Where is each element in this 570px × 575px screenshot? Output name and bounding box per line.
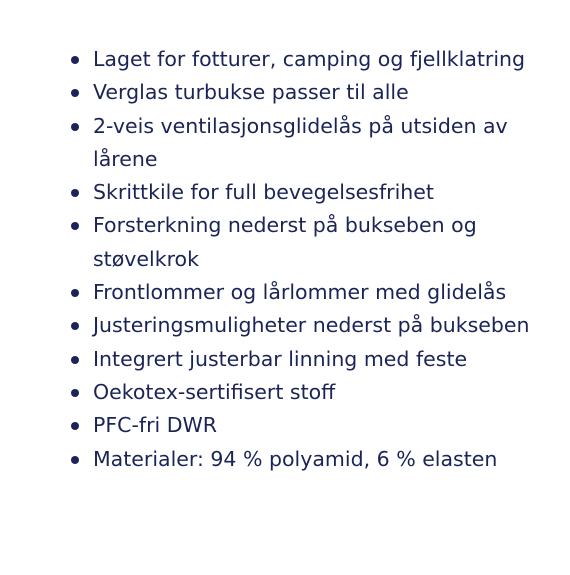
bullet-icon bbox=[71, 422, 79, 430]
feature-text: 2-veis ventilasjonsglidelås på utsiden av lårene bbox=[93, 113, 508, 171]
list-item bbox=[70, 110, 550, 177]
feature-text: Materialer: 94 % polyamid, 6 % elasten bbox=[93, 446, 498, 471]
bullet-icon bbox=[71, 456, 79, 464]
list-item bbox=[70, 176, 550, 209]
bullet-icon bbox=[71, 123, 79, 131]
bullet-icon bbox=[71, 389, 79, 397]
list-item bbox=[70, 443, 550, 476]
list-item bbox=[70, 276, 550, 309]
feature-text: Laget for fotturer, camping og fjellklatring bbox=[93, 47, 526, 71]
feature-text: Skrittkile for full bevegelsesfrihet bbox=[93, 180, 434, 205]
bullet-icon bbox=[71, 322, 79, 330]
feature-text: Forsterkning nederst på bukseben og støvelkrok bbox=[93, 213, 477, 271]
list-item bbox=[70, 43, 550, 76]
bullet-icon bbox=[71, 89, 79, 97]
feature-text: Integrert justerbar linning med feste bbox=[93, 346, 468, 371]
bullet-icon bbox=[71, 222, 79, 230]
feature-text: PFC-fri DWR bbox=[93, 413, 218, 438]
bullet-icon bbox=[71, 356, 79, 364]
feature-text: Justeringsmuligheter nederst på bukseben bbox=[93, 313, 530, 338]
list-item bbox=[70, 409, 550, 442]
feature-text: Verglas turbukse passer til alle bbox=[93, 80, 409, 105]
list-item bbox=[70, 376, 550, 409]
feature-text: Frontlommer og lårlommer med glidelås bbox=[93, 280, 507, 305]
bullet-icon bbox=[71, 189, 79, 197]
list-item bbox=[70, 343, 550, 376]
feature-list bbox=[70, 43, 550, 476]
feature-text: Oekotex-sertifisert stoff bbox=[93, 379, 336, 404]
bullet-icon bbox=[71, 289, 79, 297]
bullet-icon bbox=[71, 56, 79, 64]
list-item bbox=[70, 209, 550, 276]
list-item bbox=[70, 309, 550, 342]
list-item bbox=[70, 76, 550, 109]
